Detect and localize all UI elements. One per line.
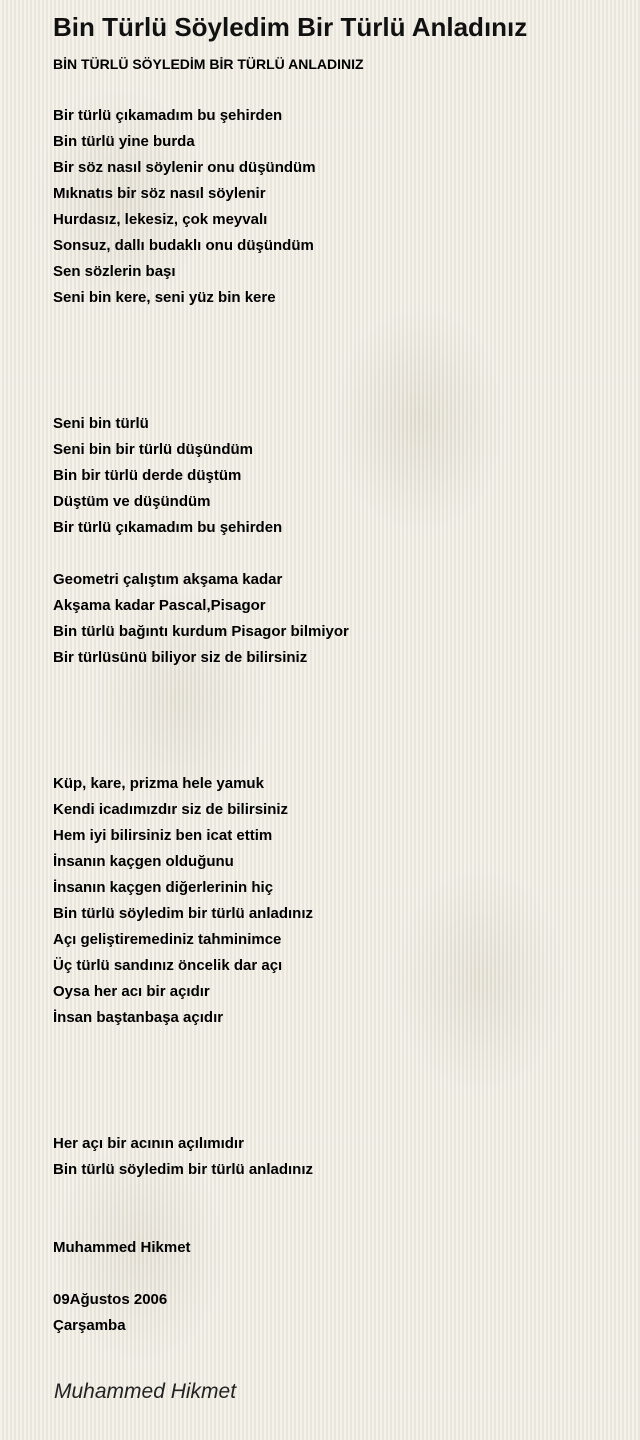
poem-line: Mıknatıs bir söz nasıl söylenir bbox=[53, 185, 266, 202]
poem-line: Bin türlü söyledim bir türlü anladınız bbox=[53, 905, 314, 922]
poem-line: İnsan baştanbaşa açıdır bbox=[53, 1009, 224, 1026]
poem-date: 09Ağustos 2006 bbox=[53, 1291, 168, 1308]
poem-title: Bin Türlü Söyledim Bir Türlü Anladınız bbox=[53, 12, 528, 42]
poem-line: İnsanın kaçgen diğerlerinin hiç bbox=[53, 879, 274, 896]
poem-line: Geometri çalıştım akşama kadar bbox=[53, 571, 283, 588]
poem-line: Sonsuz, dallı budaklı onu düşündüm bbox=[53, 237, 314, 254]
poem-weekday: Çarşamba bbox=[53, 1317, 126, 1334]
poem-line: Bir türlüsünü biliyor siz de bilirsiniz bbox=[53, 649, 308, 666]
poem-line: Düştüm ve düşündüm bbox=[53, 493, 211, 510]
poem-line: Açı geliştiremediniz tahminimce bbox=[53, 931, 282, 948]
poem-line: Seni bin türlü bbox=[53, 415, 149, 432]
poem-line: İnsanın kaçgen olduğunu bbox=[53, 853, 234, 870]
poem-line: Hem iyi bilirsiniz ben icat ettim bbox=[53, 827, 273, 844]
poem-line: Sen sözlerin başı bbox=[53, 263, 176, 280]
poem-line: Her açı bir acının açılımıdır bbox=[53, 1135, 244, 1152]
poem-line: Bin türlü söyledim bir türlü anladınız bbox=[53, 1161, 314, 1178]
poem-line: Bin türlü yine burda bbox=[53, 133, 195, 150]
poem-line: Seni bin bir türlü düşündüm bbox=[53, 441, 253, 458]
poem-line: Bir söz nasıl söylenir onu düşündüm bbox=[53, 159, 316, 176]
author-name: Muhammed Hikmet bbox=[53, 1239, 191, 1256]
poem-line: Hurdasız, lekesiz, çok meyvalı bbox=[53, 211, 268, 228]
poem-line: Üç türlü sandınız öncelik dar açı bbox=[53, 957, 283, 974]
poem-subtitle: BİN TÜRLÜ SÖYLEDİM BİR TÜRLÜ ANLADINIZ bbox=[53, 56, 364, 72]
poem-line: Seni bin kere, seni yüz bin kere bbox=[53, 289, 276, 306]
poem-line: Akşama kadar Pascal,Pisagor bbox=[53, 597, 266, 614]
poem-line: Bir türlü çıkamadım bu şehirden bbox=[53, 519, 283, 536]
poem-line: Kendi icadımızdır siz de bilirsiniz bbox=[53, 801, 289, 818]
author-signature: Muhammed Hikmet bbox=[54, 1380, 237, 1403]
poem-line: Küp, kare, prizma hele yamuk bbox=[53, 775, 264, 792]
poem-line: Bin türlü bağıntı kurdum Pisagor bilmiyor bbox=[53, 623, 349, 640]
poem-line: Bin bir türlü derde düştüm bbox=[53, 467, 242, 484]
poem-line: Bir türlü çıkamadım bu şehirden bbox=[53, 107, 283, 124]
poem-line: Oysa her acı bir açıdır bbox=[53, 983, 210, 1000]
